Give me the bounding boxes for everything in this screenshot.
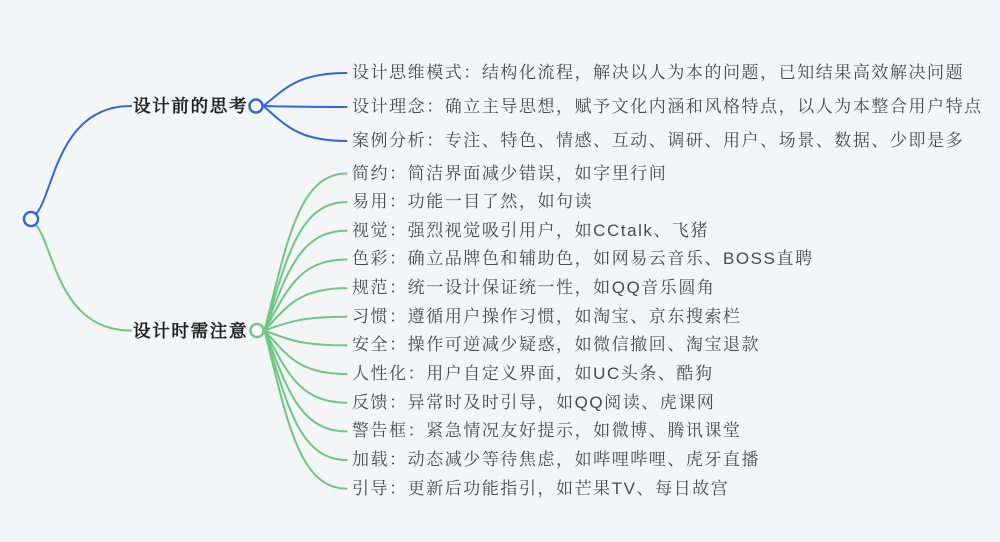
- topic-branch-1-item-2[interactable]: 视觉：强烈视觉吸引用户，如CCtalk、飞猪: [352, 220, 710, 240]
- topic-branch-1-item-3[interactable]: 色彩：确立品牌色和辅助色，如网易云音乐、BOSS直聘: [352, 249, 814, 269]
- topic-branch-0-item-0[interactable]: 设计思维模式：结构化流程，解决以人为本的问题，已知结果高效解决问题: [352, 63, 965, 82]
- connector-branch-1-child-10: [265, 331, 347, 461]
- connector-branch-1-child-5: [265, 317, 347, 331]
- topic-branch-1-item-7[interactable]: 人性化：用户自定义界面，如UC头条、酷狗: [352, 364, 714, 384]
- topic-branch-1-item-11[interactable]: 引导：更新后功能指引，如芒果TV、每日故宫: [352, 478, 730, 498]
- topic-branch-1-item-0[interactable]: 简约：简洁界面减少错误，如字里行间: [352, 163, 668, 183]
- topic-branch-1-item-6[interactable]: 安全：操作可逆减少疑惑，如微信撤回、淘宝退款: [352, 335, 761, 355]
- connector-branch-1-child-1: [265, 202, 347, 330]
- branch-node-1-collapse-handle[interactable]: [251, 324, 264, 337]
- root-node[interactable]: [24, 212, 38, 226]
- topic-branch-1-item-1[interactable]: 易用：功能一目了然，如句读: [352, 192, 594, 212]
- topic-branch-0-item-2[interactable]: 案例分析：专注、特色、情感、互动、调研、用户、场景、数据、少即是多: [352, 131, 965, 150]
- topic-branch-1-item-8[interactable]: 反馈：异常时及时引导，如QQ阅读、虎课网: [352, 392, 716, 412]
- topic-branch-1-item-10[interactable]: 加载：动态减少等待焦虑，如哔哩哔哩、虎牙直播: [352, 450, 761, 469]
- topic-branch-1-item-5[interactable]: 习惯：遵循用户操作习惯，如淘宝、京东搜索栏: [352, 306, 742, 326]
- topic-branch-0-item-1[interactable]: 设计理念：确立主导思想，赋予文化内涵和风格特点，以人为本整合用户特点: [352, 97, 983, 116]
- connector-root-to-branch-1: [36, 225, 131, 331]
- topic-branch-1-item-9[interactable]: 警告框：紧急情况友好提示，如微博、腾讯课堂: [352, 421, 742, 441]
- connector-branch-0-child-2: [264, 106, 347, 141]
- connector-branch-0-child-0: [264, 73, 347, 106]
- branch-node-0-collapse-handle[interactable]: [250, 100, 263, 113]
- branch-node-0-label[interactable]: 设计前的思考: [133, 96, 249, 116]
- topic-branch-1-item-4[interactable]: 规范：统一设计保证统一性，如QQ音乐圆角: [352, 278, 716, 298]
- connector-root-to-branch-0: [37, 106, 132, 214]
- branch-node-1-label[interactable]: 设计时需注意: [133, 320, 249, 341]
- connector-branch-0-child-1: [264, 106, 347, 107]
